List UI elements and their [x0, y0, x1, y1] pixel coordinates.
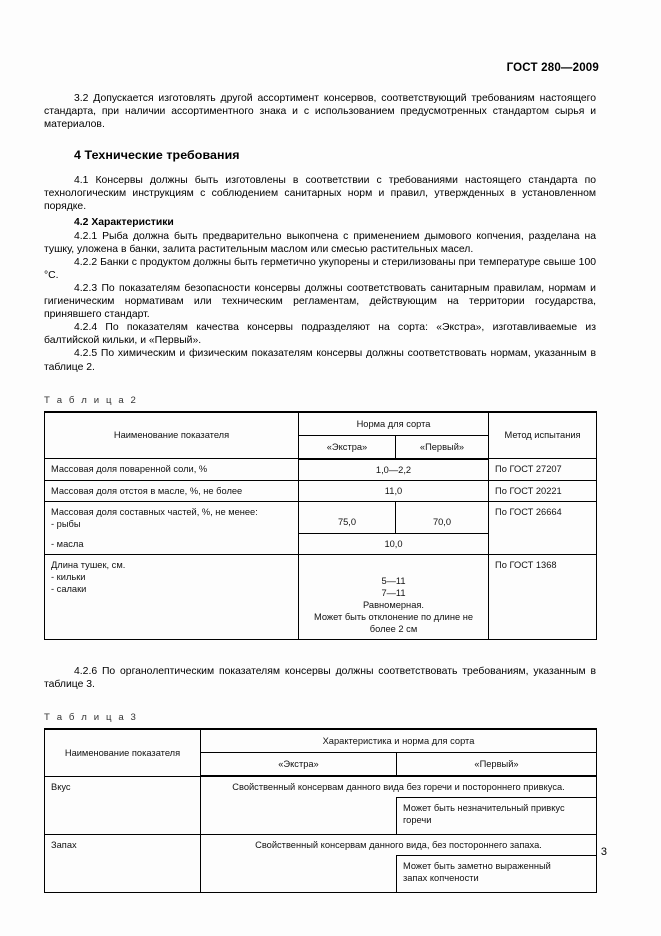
table-2-head	[45, 412, 597, 459]
table-row	[45, 555, 597, 640]
page-content	[44, 92, 596, 893]
paragraph-4-2-3-text: 4.2.3 По показателям безопасности консервы должны соответствовать санитарным правилам, нормам и гигиеническим нормативам или техническим регламентам, действующим на территории государства, принявшего стандарт.	[44, 282, 596, 321]
table-3-body	[45, 776, 597, 893]
table-3-r2-first-line2: запах копчености	[403, 873, 479, 884]
table-3-r1-indicator: Вкус	[45, 776, 201, 835]
table-3-r1-first	[397, 798, 597, 835]
table-3-r1-value: Свойственный консервам данного вида без горечи и постороннего привкуса.	[201, 776, 597, 798]
table-3-r2-value: Свойственный консервам данного вида, без постороннего запаха.	[201, 835, 597, 856]
table-3-r2-indicator: Запах	[45, 835, 201, 893]
subsection-heading-4-2: 4.2 Характеристики	[74, 216, 174, 228]
table-2-r2-method: По ГОСТ 20221	[489, 480, 597, 501]
table-2-body	[45, 459, 597, 640]
paragraph-4-1-text: 4.1 Консервы должны быть изготовлены в соответствии с требованиями настоящего стандарта по технологическим инструкциям с соблюдением санитарных норм и правил, утвержденных в установленном порядке.	[44, 175, 596, 213]
table-2-r1-indicator: Массовая доля поваренной соли, %	[45, 459, 299, 481]
table-2-r5-value-line3: Равномерная.	[363, 600, 424, 611]
paragraph-4-2-4-text: 4.2.4 По показателям качества консервы подразделяют на сорта: «Экстра», изготавливаемые из балтийской кильки, и «Первый».	[44, 322, 596, 347]
table-3-r2-first-line1: Может быть заметно выраженный	[403, 861, 551, 872]
table-2-col-norm-group: Норма для сорта	[299, 412, 489, 436]
table-2-r5-value-line1: 5—11	[381, 576, 406, 587]
paragraph-4-2-6-text: 4.2.6 По органолептическим показателям консервы должны соответствовать требованиям, указанным в таблице 3.	[44, 666, 596, 691]
table-3-col-grade-first: «Первый»	[397, 753, 597, 777]
paragraph-4-2-1-text: 4.2.1 Рыба должна быть предварительно выкопчена с применением дымового копчения, разделана на тушку, уложена в банки, залита растительным маслом или смесью растительных масел.	[44, 230, 596, 255]
table-3	[44, 728, 597, 893]
table-3-head	[45, 729, 597, 776]
table-3-caption: Т а б л и ц а 3	[44, 712, 138, 724]
table-2-r5-indicator-line2: - кильки	[51, 572, 86, 583]
table-3-r2-extra-blank	[201, 856, 397, 893]
table-2-r3-indicator	[45, 501, 299, 534]
table-2-col-test-method: Метод испытания	[489, 412, 597, 459]
table-2-col-indicator: Наименование показателя	[45, 412, 299, 459]
table-row	[45, 776, 597, 798]
paragraph-4-2-2	[44, 256, 596, 282]
table-2-header-row-1	[45, 412, 597, 436]
table-2-col-grade-extra: «Экстра»	[299, 435, 396, 459]
table-2-r3-indicator-line1: Массовая доля составных частей, %, не менее:	[51, 506, 258, 517]
section-heading-4: 4 Технические требования	[74, 148, 240, 163]
paragraph-4-2-2-text: 4.2.2 Банки с продуктом должны быть герметично укупорены и стерилизованы при температуре свыше 100 °С.	[44, 256, 596, 281]
table-2-r4-value: 10,0	[299, 534, 489, 555]
paragraph-4-2-4	[44, 321, 596, 347]
table-3-r1-extra-blank	[201, 798, 397, 835]
table-2-r2-value: 11,0	[299, 480, 489, 501]
table-2-r5-value-line2: 7—11	[381, 588, 406, 599]
table-2-r5-value-line4: Может быть отклонение по длине не	[313, 612, 474, 623]
table-2-r5-value-line5: более 2 см	[369, 624, 418, 635]
table-3-r1-first-line2: горечи	[403, 815, 432, 826]
paragraph-4-2-3	[44, 282, 596, 321]
table-2-col-grade-first: «Первый»	[396, 435, 489, 459]
paragraph-3-2	[44, 92, 596, 131]
paragraph-4-2-5	[44, 347, 596, 373]
table-2-r3-first: 70,0	[396, 501, 489, 534]
page-number: 3	[600, 846, 607, 858]
table-row	[45, 501, 597, 534]
table-2-r5-value	[299, 555, 489, 640]
table-row	[45, 835, 597, 856]
table-2-r1-method: По ГОСТ 27207	[489, 459, 597, 481]
table-row	[45, 459, 597, 481]
table-row	[45, 480, 597, 501]
paragraph-3-2-text: 3.2 Допускается изготовлять другой ассортимент консервов, соответствующий требованиям настоящего стандарта, при наличии ассортиментного знака и с использованием предусмотренных стандартом сырья и материалов.	[44, 93, 596, 131]
running-header-standard-ref: ГОСТ 280—2009	[506, 62, 599, 74]
table-2-r3-indicator-line2: - рыбы	[51, 518, 81, 529]
table-2-r3-method: По ГОСТ 26664	[489, 501, 597, 555]
table-3-col-char-group: Характеристика и норма для сорта	[201, 729, 597, 753]
table-3-header-row-1	[45, 729, 597, 753]
paragraph-4-2-5-text: 4.2.5 По химическим и физическим показателям консервы должны соответствовать нормам, указанным в таблице 2.	[44, 348, 596, 373]
paragraph-4-2-1	[44, 230, 596, 256]
table-2-r5-indicator	[45, 555, 299, 640]
table-2-caption: Т а б л и ц а 2	[44, 394, 138, 406]
table-2-r1-value: 1,0—2,2	[299, 459, 489, 481]
table-2	[44, 411, 597, 641]
table-2-r5-method: По ГОСТ 1368	[489, 555, 597, 640]
table-2-r5-indicator-line3: - салаки	[51, 584, 87, 595]
table-2-r3-extra: 75,0	[299, 501, 396, 534]
table-3-col-grade-extra: «Экстра»	[201, 753, 397, 777]
paragraph-4-2-6	[44, 665, 596, 691]
table-3-r2-first	[397, 856, 597, 893]
table-3-col-indicator: Наименование показателя	[45, 729, 201, 776]
table-2-r4-indicator: - масла	[45, 534, 299, 555]
paragraph-4-1	[44, 174, 596, 213]
table-3-r1-first-line1: Может быть незначительный привкус	[403, 803, 565, 814]
table-2-r5-indicator-line1: Длина тушек, см.	[51, 560, 126, 571]
table-2-r2-indicator: Массовая доля отстоя в масле, %, не более	[45, 480, 299, 501]
